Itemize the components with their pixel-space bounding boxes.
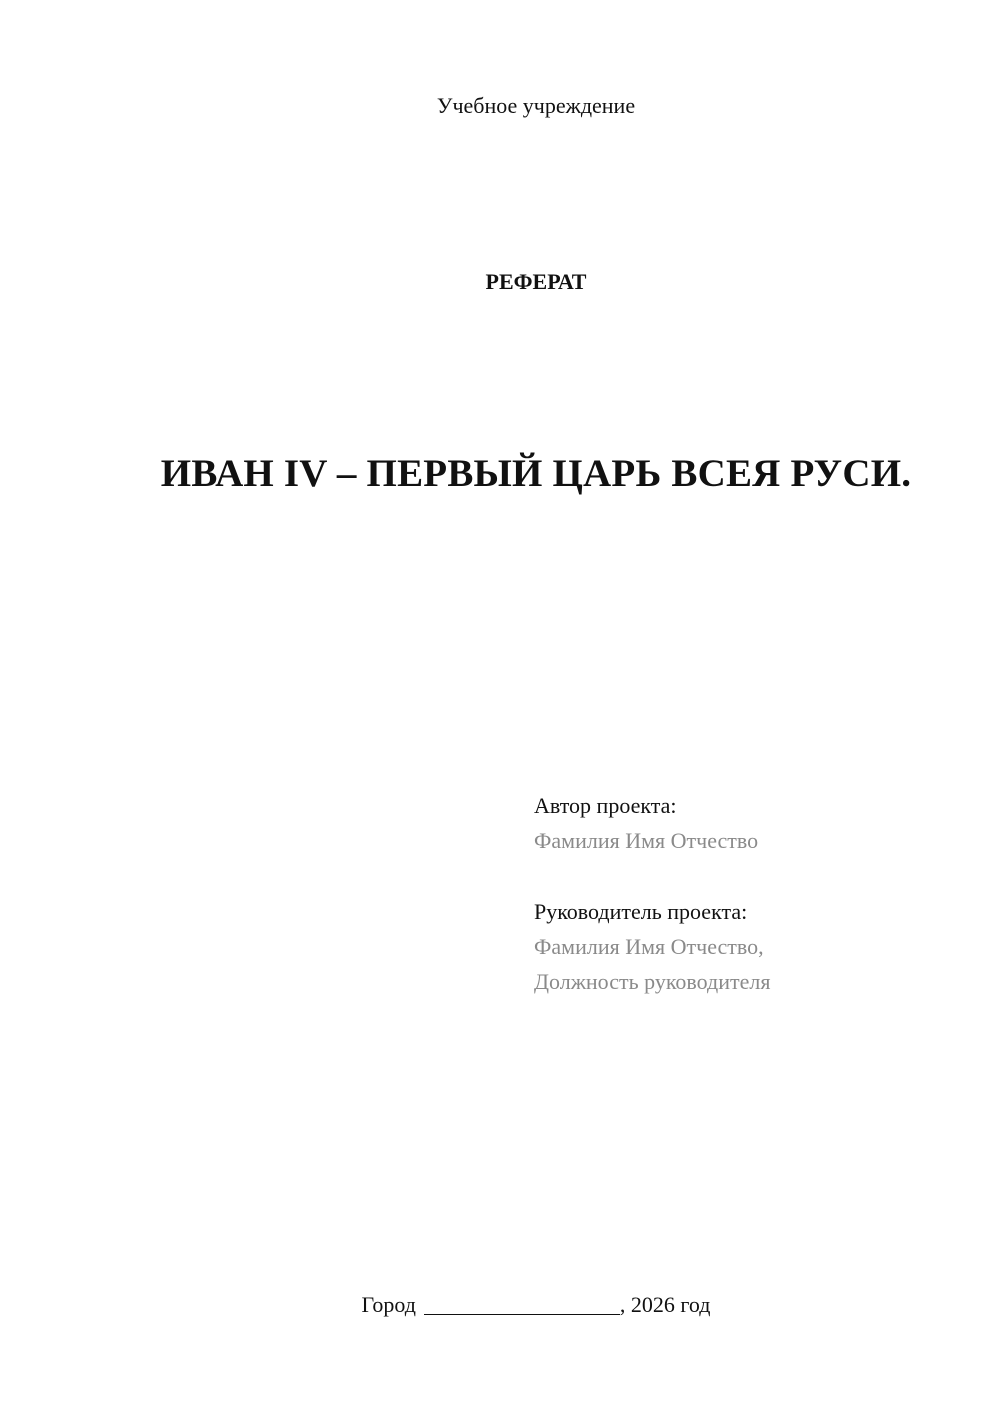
- supervisor-name-placeholder: Фамилия Имя Отчество,: [534, 934, 764, 959]
- supervisor-label: Руководитель проекта:: [534, 899, 748, 924]
- supervisor-position-placeholder: Должность руководителя: [534, 969, 771, 994]
- author-label: Автор проекта:: [534, 793, 677, 818]
- city-label: Город: [361, 1292, 416, 1317]
- year-text: , 2026 год: [619, 1292, 711, 1317]
- credits-spacer: [534, 858, 964, 894]
- city-blank-line: [424, 1294, 620, 1315]
- document-title: ИВАН IV – ПЕРВЫЙ ЦАРЬ ВСЕЯ РУСИ.: [160, 452, 912, 495]
- institution-name: Учебное учреждение: [436, 93, 636, 118]
- author-name-placeholder: Фамилия Имя Отчество: [534, 828, 759, 853]
- credits-block: [534, 788, 964, 999]
- document-type-label: РЕФЕРАТ: [485, 269, 587, 294]
- footer-city-year: [0, 1291, 1000, 1319]
